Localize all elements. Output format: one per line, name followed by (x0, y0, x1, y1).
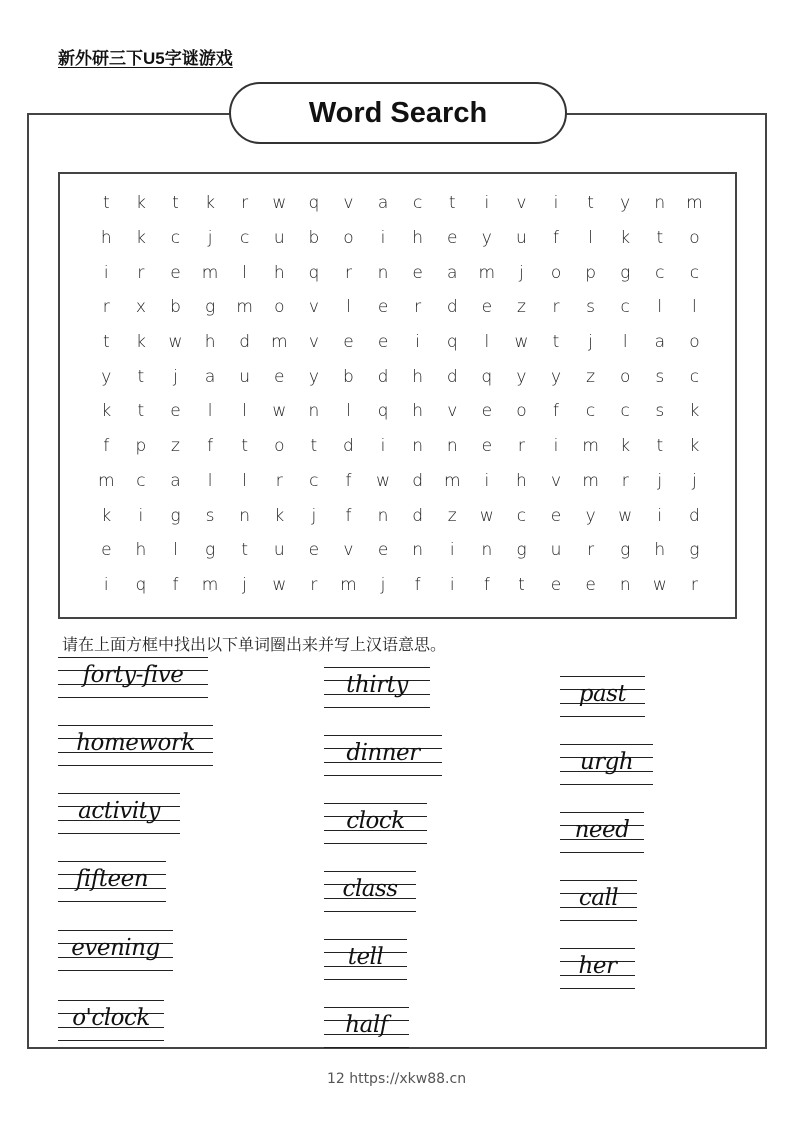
grid-letter[interactable]: y (101, 366, 112, 387)
grid-letter[interactable]: k (620, 228, 631, 249)
grid-letter[interactable]: i (657, 505, 663, 526)
grid-letter[interactable]: c (412, 193, 423, 214)
grid-letter[interactable]: g (620, 540, 631, 561)
grid-letter[interactable]: e (274, 366, 285, 387)
grid-letter[interactable]: o (516, 401, 527, 422)
grid-letter[interactable]: l (173, 540, 178, 561)
grid-letter[interactable]: r (241, 193, 249, 214)
grid-letter[interactable]: u (516, 228, 527, 249)
word-label: homework (76, 730, 195, 756)
grid-letter[interactable]: g (516, 540, 527, 561)
grid-letter[interactable]: t (102, 193, 110, 214)
grid-letter[interactable]: n (239, 505, 251, 526)
grid-letter[interactable]: e (377, 332, 389, 353)
grid-letter[interactable]: q (308, 262, 320, 283)
grid-letter[interactable]: k (135, 332, 146, 353)
grid-letter[interactable]: t (310, 436, 318, 457)
grid-letter[interactable]: m (201, 262, 219, 283)
grid-letter[interactable]: l (588, 228, 593, 249)
grid-letter[interactable]: r (587, 540, 595, 561)
grid-letter[interactable]: f (553, 401, 560, 422)
grid-letter[interactable]: f (553, 228, 560, 249)
grid-letter[interactable]: h (516, 470, 527, 491)
grid-letter[interactable]: o (620, 366, 631, 387)
grid-letter[interactable]: w (272, 193, 287, 214)
grid-letter[interactable]: d (377, 366, 389, 387)
grid-letter[interactable]: c (689, 262, 700, 283)
grid-letter[interactable]: l (622, 332, 628, 353)
grid-letter[interactable]: h (412, 401, 424, 422)
grid-letter[interactable]: h (135, 540, 147, 561)
grid-letter[interactable]: u (273, 540, 285, 561)
grid-letter[interactable]: e (481, 401, 493, 422)
grid-letter[interactable]: k (689, 401, 700, 422)
grid-letter[interactable]: z (447, 505, 457, 526)
grid-letter[interactable]: c (655, 262, 665, 283)
word-entry (324, 939, 407, 979)
grid-letter[interactable]: j (311, 505, 317, 526)
word-entry (58, 1000, 164, 1040)
grid-letter[interactable]: e (308, 540, 320, 561)
page-title: 新外研三下U5字谜游戏 (58, 49, 233, 68)
grid-letter[interactable]: r (137, 262, 145, 283)
grid-letter[interactable]: f (414, 574, 421, 595)
grid-letter[interactable]: i (415, 332, 420, 353)
word-label: thirty (346, 672, 408, 698)
grid-letter[interactable]: j (692, 470, 697, 491)
grid-letter[interactable]: q (308, 193, 320, 214)
grid-letter[interactable]: w (652, 574, 667, 595)
grid-letter[interactable]: t (552, 332, 560, 353)
grid-letter[interactable]: b (308, 228, 320, 249)
grid-letter[interactable]: i (484, 470, 490, 491)
grid-letter[interactable]: t (137, 401, 145, 422)
word-label: fifteen (75, 866, 149, 892)
grid-letter[interactable]: e (550, 505, 562, 526)
grid-letter[interactable]: z (586, 366, 596, 387)
grid-letter[interactable]: y (481, 228, 492, 249)
grid-letter[interactable]: q (377, 401, 389, 422)
word-label: dinner (346, 740, 420, 766)
grid-letter[interactable]: v (550, 470, 562, 491)
grid-letter[interactable]: h (412, 366, 424, 387)
grid-letter[interactable]: i (380, 436, 386, 457)
grid-letter[interactable]: n (377, 505, 389, 526)
grid-letter[interactable]: i (553, 193, 559, 214)
grid-letter[interactable]: g (170, 505, 181, 526)
word-label: evening (71, 935, 160, 961)
grid-letter[interactable]: m (98, 470, 115, 491)
grid-letter[interactable]: d (343, 436, 354, 457)
grid-letter[interactable]: e (170, 401, 181, 422)
grid-letter[interactable]: h (273, 262, 285, 283)
grid-letter[interactable]: i (449, 574, 455, 595)
grid-letter[interactable]: l (657, 297, 663, 318)
grid-letter[interactable]: j (173, 366, 178, 387)
grid-letter[interactable]: n (446, 436, 458, 457)
grid-letter[interactable]: e (412, 262, 423, 283)
word-label: call (578, 885, 619, 911)
grid-letter[interactable]: k (689, 436, 700, 457)
word-entry (324, 803, 427, 843)
grid-letter[interactable]: k (101, 401, 112, 422)
word-entry (560, 948, 635, 988)
grid-letter[interactable]: j (588, 332, 593, 353)
grid-letter[interactable]: r (414, 297, 422, 318)
grid-letter[interactable]: a (204, 366, 216, 387)
grid-letter[interactable]: m (582, 470, 599, 491)
grid-letter[interactable]: j (380, 574, 386, 595)
word-label: o'clock (72, 1005, 150, 1031)
grid-letter[interactable]: h (654, 540, 666, 561)
word-entry (560, 812, 644, 852)
grid-letter[interactable]: m (236, 297, 253, 318)
grid-letter[interactable]: b (170, 297, 181, 318)
word-entry (58, 725, 213, 765)
grid-letter[interactable]: e (447, 228, 458, 249)
grid-letter[interactable]: n (619, 574, 631, 595)
grid-letter[interactable]: d (412, 505, 424, 526)
grid-letter[interactable]: k (205, 193, 215, 214)
grid-letter[interactable]: o (689, 332, 700, 353)
word-label: tell (347, 944, 384, 970)
grid-letter[interactable]: f (483, 574, 490, 595)
word-entry (58, 657, 208, 697)
word-entry (560, 676, 645, 716)
grid-letter[interactable]: y (550, 366, 562, 387)
grid-letter[interactable]: e (377, 540, 389, 561)
grid-letter[interactable]: v (308, 332, 319, 353)
word-label: need (574, 817, 630, 843)
grid-letter[interactable]: l (242, 470, 248, 491)
grid-letter[interactable]: u (550, 540, 562, 561)
grid-letter[interactable]: e (343, 332, 354, 353)
grid-letter[interactable]: w (168, 332, 183, 353)
grid-letter[interactable]: t (172, 193, 179, 214)
grid-letter[interactable]: a (447, 262, 458, 283)
grid-letter[interactable]: g (204, 540, 216, 561)
grid-letter[interactable]: i (553, 436, 559, 457)
grid-letter[interactable]: c (585, 401, 596, 422)
grid-letter[interactable]: t (587, 193, 594, 214)
grid-letter[interactable]: k (274, 505, 285, 526)
grid-letter[interactable]: l (207, 470, 213, 491)
grid-letter[interactable]: q (446, 332, 458, 353)
grid-letter[interactable]: f (172, 574, 179, 595)
grid-letter[interactable]: w (479, 505, 494, 526)
grid-letter[interactable]: m (478, 262, 496, 283)
grid-letter[interactable]: e (101, 540, 112, 561)
word-label: forty-five (82, 662, 184, 688)
grid-letter[interactable]: l (242, 401, 248, 422)
grid-letter[interactable]: y (516, 366, 527, 387)
grid-letter[interactable]: f (345, 470, 352, 491)
grid-letter[interactable]: t (137, 366, 145, 387)
grid-letter[interactable]: t (241, 436, 248, 457)
grid-letter[interactable]: t (518, 574, 525, 595)
grid-letter[interactable]: n (412, 436, 424, 457)
grid-letter[interactable]: v (516, 193, 527, 214)
grid-letter[interactable]: l (692, 297, 697, 318)
grid-letter[interactable]: e (550, 574, 562, 595)
grid-letter[interactable]: i (103, 574, 109, 595)
grid-letter[interactable]: t (448, 193, 456, 214)
grid-letter[interactable]: l (207, 401, 213, 422)
grid-letter[interactable]: o (274, 297, 285, 318)
grid-letter[interactable]: v (308, 297, 319, 318)
grid-letter[interactable]: k (620, 436, 631, 457)
grid-letter[interactable]: o (274, 436, 285, 457)
word-label: clock (346, 808, 405, 834)
word-entry (58, 930, 173, 970)
grid-letter[interactable]: h (412, 228, 424, 249)
grid-letter[interactable]: f (345, 505, 352, 526)
grid-letter[interactable]: r (690, 574, 698, 595)
grid-letter[interactable]: r (344, 262, 352, 283)
grid-letter[interactable]: h (204, 332, 216, 353)
grid-letter[interactable]: n (481, 540, 493, 561)
grid-letter[interactable]: u (239, 366, 251, 387)
grid-letter[interactable]: k (101, 505, 112, 526)
word-label: past (578, 681, 627, 707)
grid-letter[interactable]: a (170, 470, 181, 491)
grid-letter[interactable]: c (689, 366, 700, 387)
grid-letter[interactable]: o (689, 228, 700, 249)
grid-letter[interactable]: c (136, 470, 146, 491)
grid-letter[interactable]: z (516, 297, 526, 318)
grid-letter[interactable]: r (552, 297, 560, 318)
grid-letter[interactable]: r (621, 470, 629, 491)
grid-letter[interactable]: l (346, 297, 351, 318)
grid-letter[interactable]: m (270, 332, 288, 353)
word-entry (58, 793, 180, 833)
grid-letter[interactable]: d (446, 366, 458, 387)
grid-letter[interactable]: s (586, 297, 596, 318)
grid-letter[interactable]: n (308, 401, 320, 422)
grid-letter[interactable]: r (310, 574, 318, 595)
grid-letter[interactable]: z (171, 436, 180, 457)
word-entry (324, 1007, 409, 1047)
grid-letter[interactable]: b (343, 366, 354, 387)
grid-letter[interactable]: m (686, 193, 703, 214)
word-label: urgh (579, 749, 634, 775)
grid-letter[interactable]: c (516, 505, 527, 526)
letter-grid (89, 186, 712, 602)
grid-letter[interactable]: h (100, 228, 112, 249)
grid-letter[interactable]: t (656, 228, 664, 249)
grid-letter[interactable]: v (447, 401, 458, 422)
grid-letter[interactable]: d (239, 332, 251, 353)
grid-letter[interactable]: w (272, 401, 287, 422)
grid-letter[interactable]: v (343, 193, 354, 214)
grid-letter[interactable]: n (412, 540, 424, 561)
grid-letter[interactable]: s (655, 401, 665, 422)
grid-letter[interactable]: j (519, 262, 524, 283)
grid-letter[interactable]: f (103, 436, 110, 457)
word-entry (560, 880, 637, 920)
banner-title: Word Search (308, 96, 488, 129)
grid-letter[interactable]: q (135, 574, 147, 595)
page-footer: 12 https://xkw88.cn (326, 1071, 467, 1087)
grid-letter[interactable]: l (242, 262, 248, 283)
word-label: half (345, 1012, 388, 1038)
grid-letter[interactable]: i (484, 193, 490, 214)
instruction-text: 请在上面方框中找出以下单词圈出来并写上汉语意思。 (62, 635, 447, 654)
grid-letter[interactable]: c (620, 297, 630, 318)
grid-letter[interactable]: p (135, 436, 147, 457)
grid-letter[interactable]: k (135, 228, 146, 249)
grid-letter[interactable]: e (481, 436, 493, 457)
grid-letter[interactable]: n (377, 262, 389, 283)
grid-letter[interactable]: m (201, 574, 219, 595)
grid-letter[interactable]: w (272, 574, 287, 595)
grid-letter[interactable]: y (620, 193, 631, 214)
grid-letter[interactable]: q (481, 366, 493, 387)
grid-letter[interactable]: w (618, 505, 633, 526)
grid-letter[interactable]: w (514, 332, 529, 353)
grid-letter[interactable]: t (241, 540, 248, 561)
grid-letter[interactable]: x (135, 297, 146, 318)
word-entry (560, 744, 653, 784)
grid-letter[interactable]: t (102, 332, 110, 353)
grid-letter[interactable]: d (446, 297, 458, 318)
grid-letter[interactable]: m (340, 574, 357, 595)
grid-letter[interactable]: i (138, 505, 144, 526)
grid-letter[interactable]: g (204, 297, 216, 318)
grid-letter[interactable]: m (582, 436, 599, 457)
grid-letter[interactable]: k (135, 193, 146, 214)
grid-letter[interactable]: u (273, 228, 285, 249)
grid-letter[interactable]: j (207, 228, 213, 249)
word-entry (58, 861, 166, 901)
grid-letter[interactable]: y (585, 505, 596, 526)
grid-letter[interactable]: g (620, 262, 631, 283)
title-banner (229, 82, 567, 144)
grid-letter[interactable]: e (170, 262, 181, 283)
word-label: her (578, 953, 617, 979)
grid-letter[interactable]: n (654, 193, 666, 214)
grid-letter[interactable]: p (585, 262, 596, 283)
grid-letter[interactable]: e (585, 574, 596, 595)
grid-letter[interactable]: i (103, 262, 109, 283)
grid-letter[interactable]: f (207, 436, 214, 457)
grid-letter[interactable]: i (380, 228, 386, 249)
grid-letter[interactable]: r (275, 470, 283, 491)
grid-letter[interactable]: d (688, 505, 700, 526)
grid-letter[interactable]: e (481, 297, 493, 318)
grid-letter[interactable]: c (309, 470, 319, 491)
grid-letter[interactable]: s (655, 366, 665, 387)
grid-letter[interactable]: g (689, 540, 700, 561)
grid-letter[interactable]: r (517, 436, 525, 457)
grid-letter[interactable]: c (170, 228, 181, 249)
word-entry (324, 735, 442, 775)
word-entry (324, 871, 416, 911)
grid-letter[interactable]: l (484, 332, 490, 353)
grid-letter[interactable]: r (102, 297, 110, 318)
grid-letter[interactable]: a (654, 332, 665, 353)
grid-letter[interactable]: s (205, 505, 215, 526)
grid-letter[interactable]: o (343, 228, 354, 249)
grid-letter[interactable]: i (449, 540, 455, 561)
grid-letter[interactable]: o (550, 262, 562, 283)
grid-letter[interactable]: c (620, 401, 630, 422)
grid-letter[interactable]: e (377, 297, 389, 318)
grid-letter[interactable]: v (343, 540, 354, 561)
grid-letter[interactable]: m (443, 470, 461, 491)
grid-letter[interactable]: j (657, 470, 663, 491)
grid-letter[interactable]: t (656, 436, 664, 457)
grid-letter[interactable]: c (239, 228, 250, 249)
grid-letter[interactable]: w (376, 470, 390, 491)
grid-letter[interactable]: j (242, 574, 248, 595)
word-label: class (342, 876, 398, 902)
grid-letter[interactable]: a (377, 193, 389, 214)
grid-letter[interactable]: d (412, 470, 424, 491)
grid-letter[interactable]: l (346, 401, 351, 422)
grid-letter[interactable]: y (308, 366, 319, 387)
word-entry (324, 667, 430, 707)
word-label: activity (78, 798, 160, 824)
